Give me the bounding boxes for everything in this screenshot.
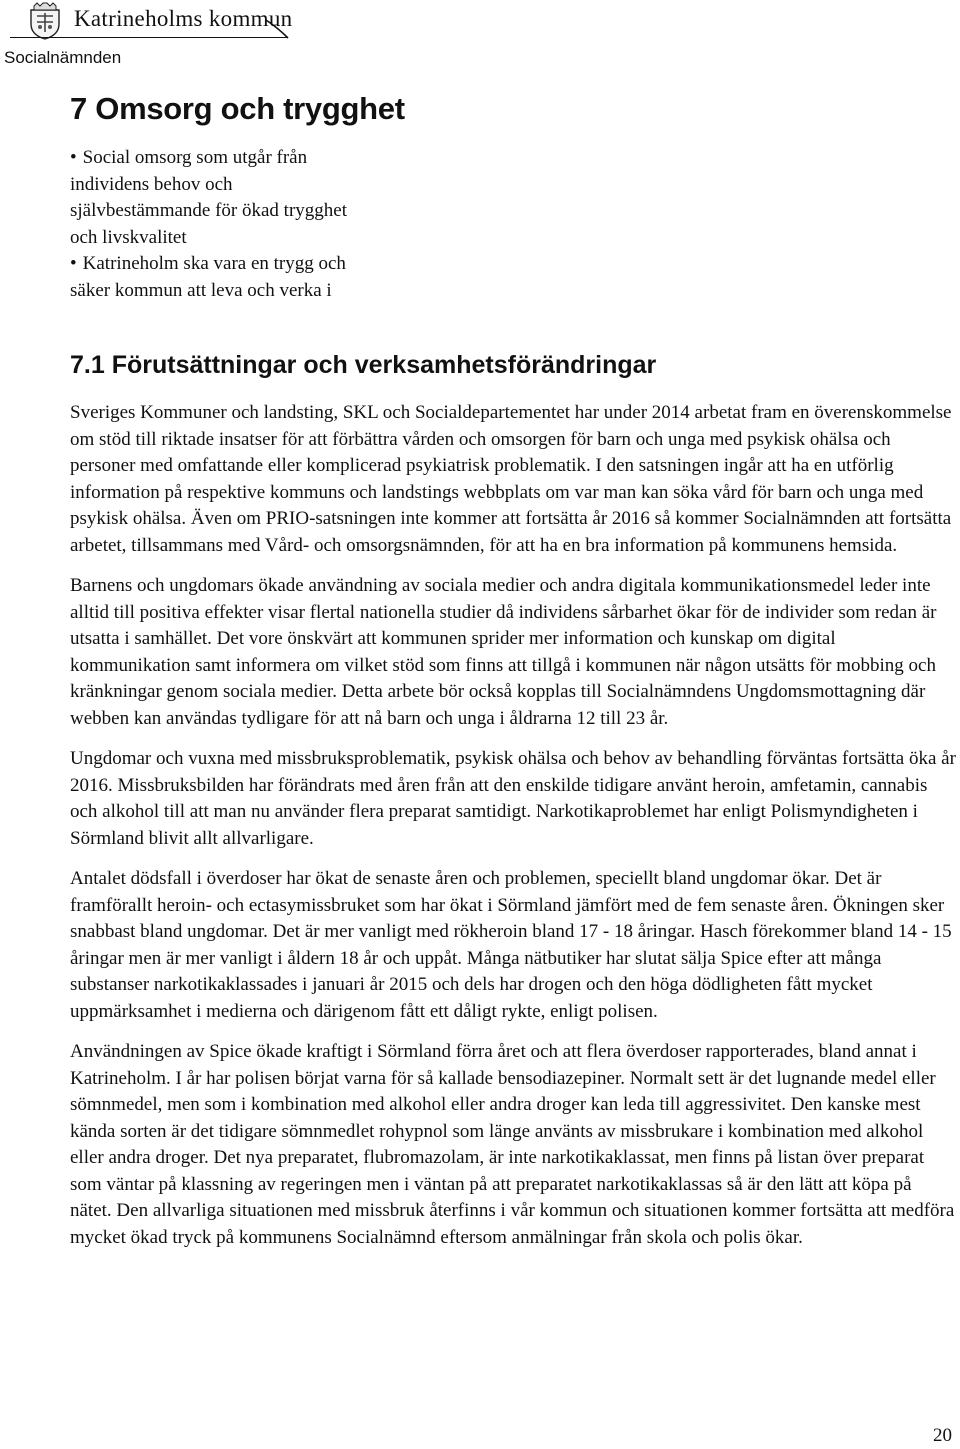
header-rule <box>10 37 288 38</box>
paragraph: Antalet dödsfall i överdoser har ökat de senaste åren och problemen, speciellt bland ungdomar ökar. Det är framförallt heroin- och ectasymissbruket som har ökat i Sörmland jämfört med de fem senaste åren. Ökningen sker snabbast bland ungdomar. Det är mer vanligt med rökheroin bland 17 - 18 åringar. Hasch förekommer bland 14 - 15 åringar men är mer vanligt i åldern 18 år och uppåt. Många nätbutiker har slutat sälja Spice efter att många substanser narkotikaklassades i januari år 2015 och dels har drogen och den höga dödligheten fått mycket uppmärksamhet i medierna och därigenom fått ett dåligt rykte, enligt polisen. <box>70 868 952 1022</box>
page-number: 20 <box>933 1425 952 1446</box>
page-header <box>0 0 960 70</box>
goal-item <box>70 145 370 251</box>
section-title: 7 Omsorg och trygghet <box>70 91 405 126</box>
org-name: Katrineholms kommun <box>74 6 293 31</box>
goal-text: Katrineholm ska vara en trygg och säker kommun att leva och verka i <box>70 253 346 301</box>
bullet: • <box>70 147 77 168</box>
paragraph: Sveriges Kommuner och landsting, SKL och Socialdepartementet har under 2014 arbetat fram en överenskommelse om stöd till riktade insatser för att förbättra vården och omsorgen för barn och unga med psykisk ohälsa och personer med omfattande eller komplicerad psykiatrisk problematik. I den satsningen ingår att ha en utförlig information på respektive kommuns och landstings webbplats om var man kan söka vård för barn och unga med psykisk ohälsa. Även om PRIO-satsningen inte kommer att fortsätta år 2016 så kommer Socialnämnden att fortsätta arbetet, tillsammans med Vård- och omsorgsnämnden, för att ha en bra information på kommunens hemsida. <box>70 402 952 556</box>
coat-of-arms-icon <box>28 2 62 40</box>
body-text <box>70 400 956 1265</box>
subsection-title: 7.1 Förutsättningar och verksamhetsförändringar <box>70 351 657 379</box>
paragraph: Barnens och ungdomars ökade användning av sociala medier och andra digitala kommunikationsmedel leder inte alltid till positiva effekter visar flertal nationella studier då individens sårbarhet ökar för de individer som redan är utsatta i samhället. Det vore önskvärt att kommunen sprider mer information och kunskap om digital kommunikation samt informera om vilket stöd som finns att tillgå i kommunen när någon utsätts för mobbing och kränkningar genom sociala medier. Detta arbete bör också kopplas till Socialnämndens Ungdomsmottagning där webben kan användas tydligare för att nå barn och unga i åldrarna 12 till 23 år. <box>70 575 937 729</box>
swoosh-decoration <box>264 18 290 40</box>
department-label: Socialnämnden <box>4 48 122 67</box>
paragraph: Ungdomar och vuxna med missbruksproblematik, psykisk ohälsa och behov av behandling förväntas fortsätta öka år 2016. Missbruksbilden har förändrats med åren från att den enskilde tidigare använt heroin, amfetamin, cannabis och alkohol till att man nu använder flera preparat samtidigt. Narkotikaproblemet har enligt Polismyndigheten i Sörmland blivit allt allvarligare. <box>70 748 956 849</box>
goal-item <box>70 251 370 304</box>
goal-text: Social omsorg som utgår från individens behov och självbestämmande för ökad trygghet och livskvalitet <box>70 147 348 248</box>
bullet: • <box>70 253 77 274</box>
paragraph: Användningen av Spice ökade kraftigt i Sörmland förra året och att flera överdoser rapporterades, bland annat i Katrineholm. I år har polisen börjat varna för så kallade bensodiazepiner. Normalt sett är det lugnande medel eller sömnmedel, men som i kombination med alkohol eller andra droger kan leda till aggressivitet. Den kanske mest kända sorten är det tidigare sömnmedlet rohypnol som länge använts av missbrukare i kombination med alkohol eller andra droger. Det nya preparatet, flubromazolam, är inte narkotikaklassat, men finns på listan över preparat som väntar på klassning av regeringen men i väntan på att preparatet narkotikaklassas så är den lätt att köpa på nätet. Den allvarliga situationen med missbruk återfinns i vår kommun och situationen kommer fortsätta att medföra mycket ökad tryck på kommunens Socialnämnd eftersom anmälningar från skola och polis ökar. <box>70 1041 955 1248</box>
goal-list <box>70 145 370 304</box>
